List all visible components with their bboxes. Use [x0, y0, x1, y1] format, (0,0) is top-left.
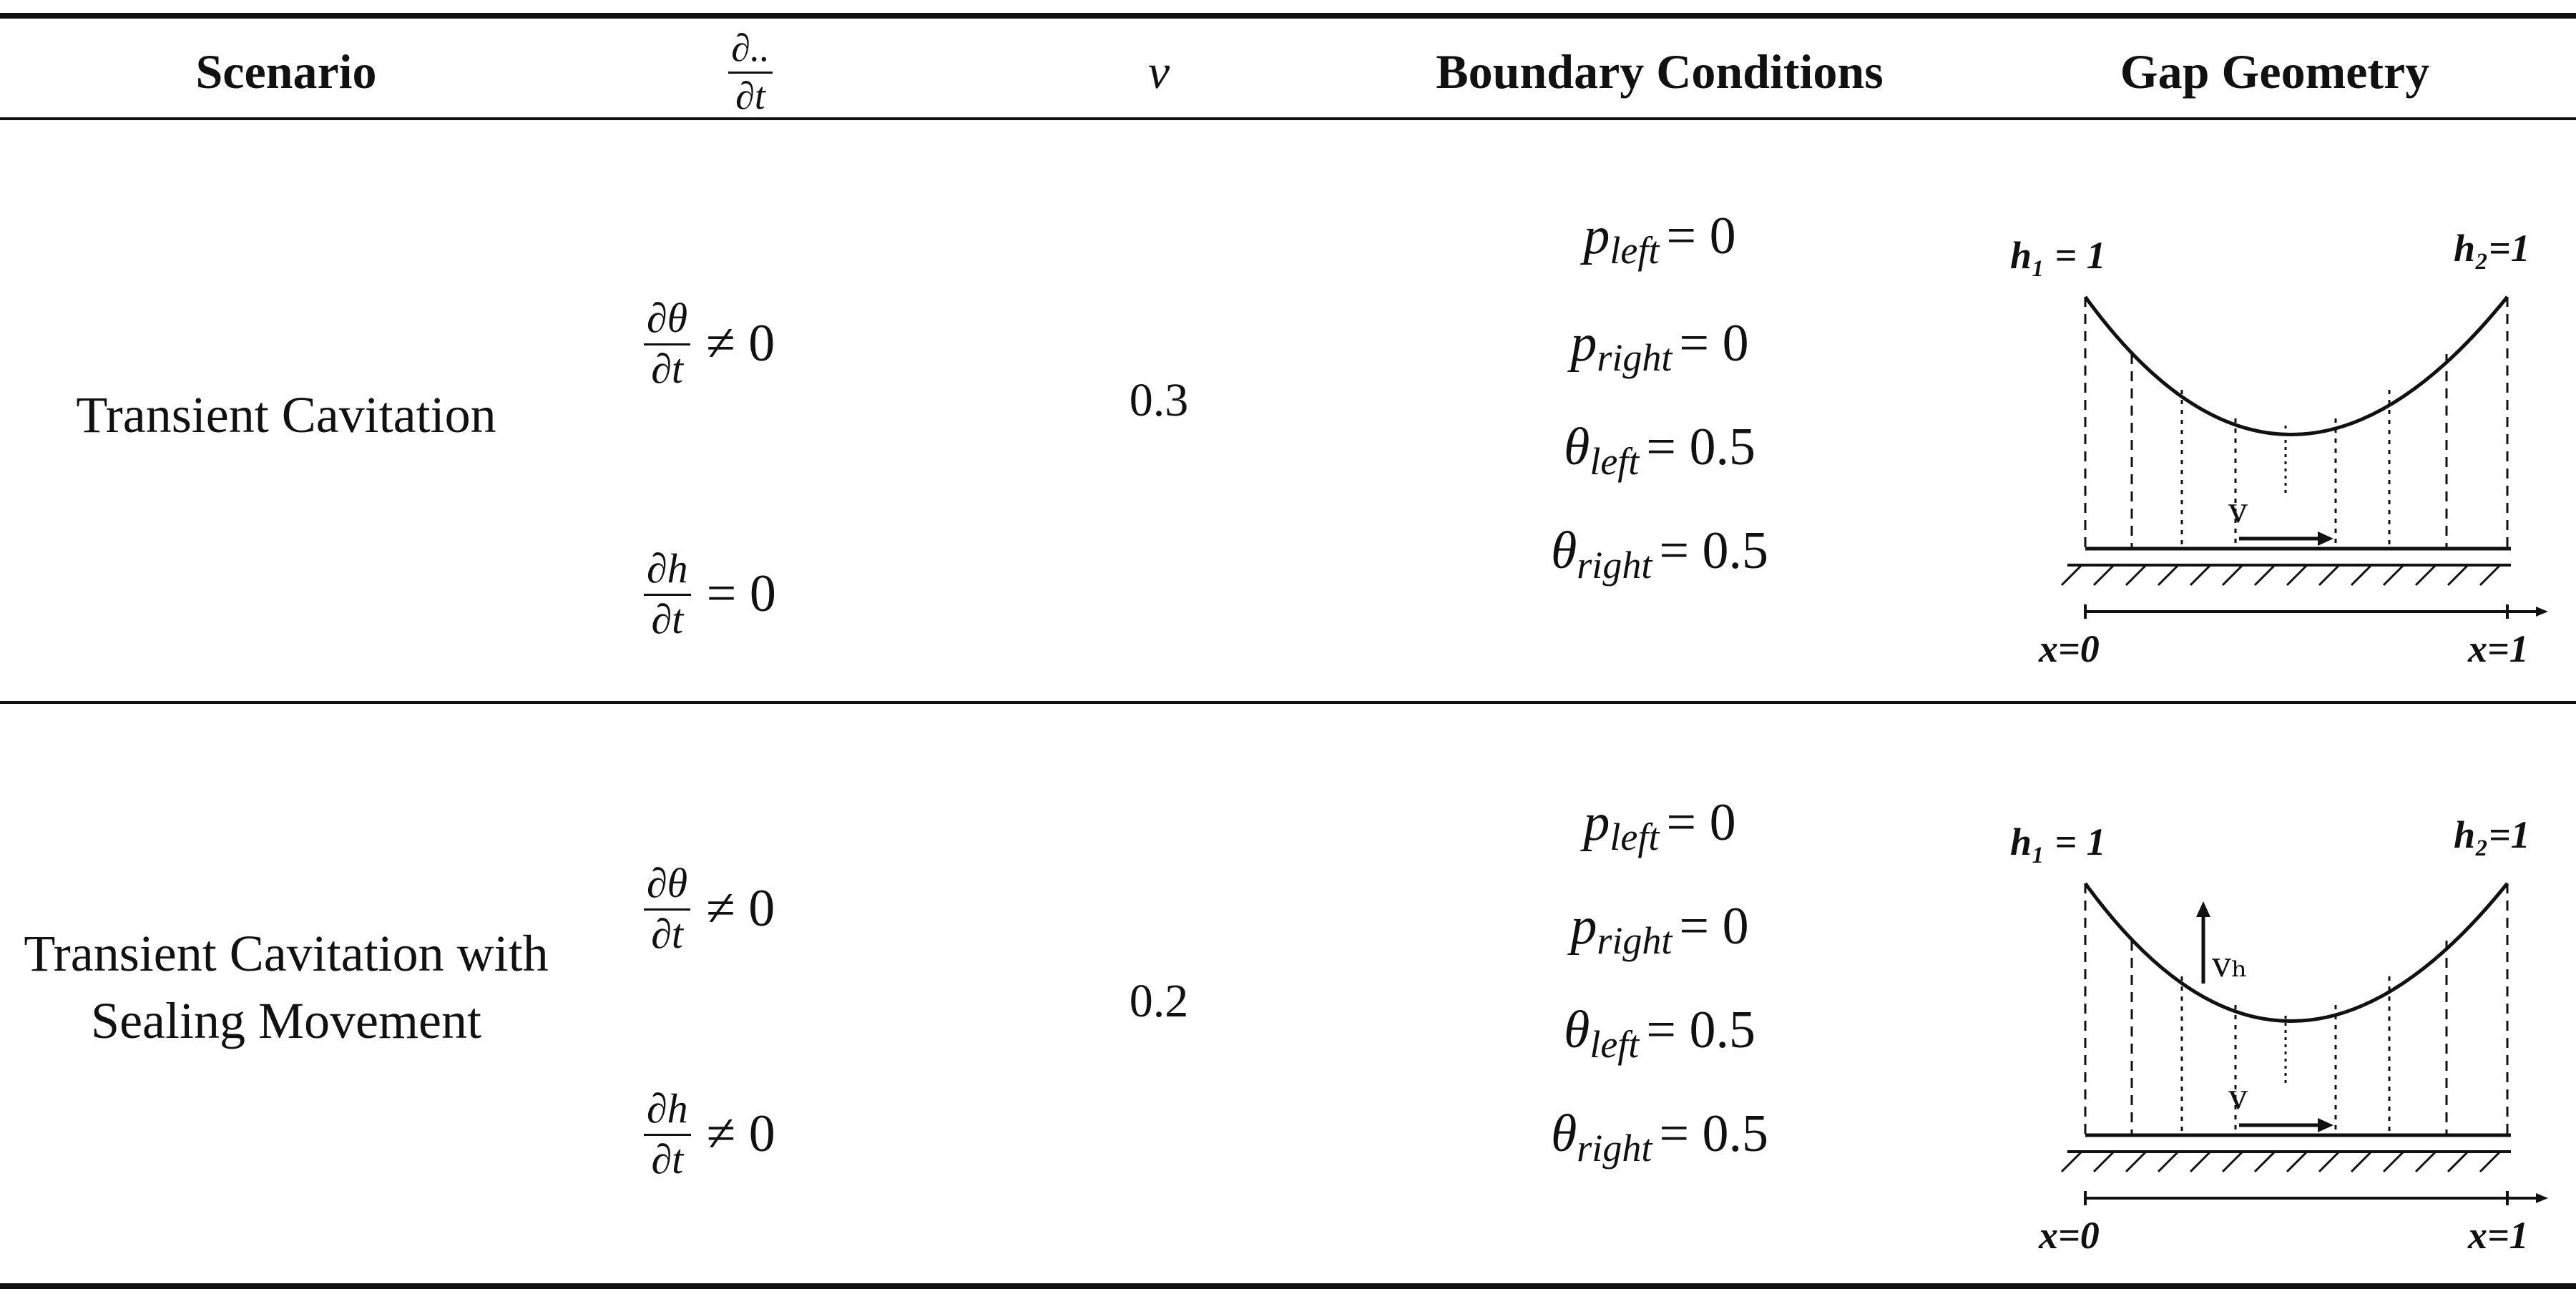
bc-symbol: θ	[1550, 521, 1577, 580]
x1-label: x=1	[2468, 1214, 2529, 1257]
bc-p-right	[1345, 300, 1974, 386]
row-dtheta-dt	[644, 294, 930, 392]
dh-fraction	[644, 1084, 691, 1182]
bc-rhs: = 0	[1666, 793, 1736, 852]
header-gap-geometry: Gap Geometry	[2120, 44, 2430, 99]
bc-subscript: left	[1590, 1023, 1640, 1066]
dtheta-numerator: ∂θ	[644, 863, 690, 911]
gap-profile-curve	[2085, 883, 2507, 1021]
velocity-arrowhead	[2318, 1118, 2333, 1132]
dh-fraction	[644, 544, 691, 642]
x1-label: x=1	[2468, 627, 2529, 670]
ground-hatching	[2062, 1152, 2500, 1172]
velocity-arrowhead	[2318, 531, 2333, 546]
bc-symbol: p	[1583, 793, 1610, 852]
gap-geometry-diagram	[1996, 215, 2568, 687]
header-scenario: Scenario	[195, 44, 377, 99]
bc-symbol: p	[1570, 313, 1597, 373]
bc-theta-left	[1345, 987, 1974, 1073]
row-dh-dt	[644, 1084, 930, 1182]
row-scenario: Transient Cavitation	[76, 386, 496, 443]
h1-label: h₁ = 1	[2010, 820, 2106, 863]
dtheta-relation: ≠ 0	[706, 313, 775, 373]
row-dtheta-dt	[644, 859, 930, 957]
bc-theta-right	[1345, 508, 1974, 594]
x0-label: x=0	[2039, 627, 2100, 670]
table-bottom-rule	[0, 1283, 2576, 1289]
x-axis-arrowhead	[2536, 1193, 2548, 1203]
bc-rhs: = 0	[1679, 896, 1749, 956]
row-velocity-value: 0.3	[1129, 374, 1189, 426]
row-dh-dt	[644, 544, 930, 642]
vh-label: vₕ	[2212, 942, 2248, 985]
bc-subscript: left	[1610, 229, 1660, 272]
dh-denominator: ∂t	[651, 595, 684, 642]
bc-rhs: = 0.5	[1659, 1104, 1769, 1163]
dtheta-relation: ≠ 0	[706, 878, 775, 938]
dh-relation: = 0	[706, 564, 776, 623]
dtheta-fraction	[644, 859, 690, 957]
header-derivative-numerator: ∂..	[728, 29, 773, 74]
bc-symbol: p	[1570, 896, 1597, 956]
dh-denominator: ∂t	[651, 1135, 684, 1182]
ground-hatching	[2062, 565, 2500, 585]
h2-label: h₂=1	[2454, 813, 2530, 856]
h1-label: h₁ = 1	[2010, 234, 2106, 277]
bc-theta-left	[1345, 404, 1974, 490]
dtheta-fraction	[644, 294, 690, 392]
table-row-divider	[0, 701, 2576, 704]
header-velocity: v	[1147, 44, 1170, 99]
bc-rhs: = 0.5	[1646, 1000, 1756, 1059]
bc-symbol: p	[1583, 206, 1610, 265]
bc-subscript: left	[1590, 440, 1640, 483]
table-header-rule	[0, 117, 2576, 120]
dh-numerator: ∂h	[644, 548, 691, 596]
bc-symbol: θ	[1550, 1104, 1577, 1163]
header-derivative-fraction	[728, 26, 773, 117]
bc-theta-right	[1345, 1091, 1974, 1177]
x0-label: x=0	[2039, 1214, 2100, 1257]
dh-numerator: ∂h	[644, 1088, 691, 1136]
x-axis-arrowhead	[2536, 607, 2548, 617]
header-derivative-denominator: ∂t	[735, 74, 765, 117]
gap-geometry-diagram	[1996, 801, 2568, 1273]
row-velocity-value: 0.2	[1129, 975, 1189, 1027]
dtheta-numerator: ∂θ	[644, 298, 690, 345]
bc-subscript: right	[1597, 336, 1673, 379]
v-label: v	[2228, 488, 2248, 531]
bc-p-left	[1345, 780, 1974, 866]
bc-p-left	[1345, 193, 1974, 279]
bc-rhs: = 0	[1679, 313, 1749, 373]
h2-label: h₂=1	[2454, 227, 2530, 270]
bc-subscript: right	[1577, 544, 1652, 587]
bc-rhs: = 0.5	[1646, 417, 1756, 476]
row-scenario: Transient Cavitation with Sealing Movement	[24, 925, 549, 1049]
bc-subscript: right	[1577, 1127, 1652, 1170]
header-boundary-conditions: Boundary Conditions	[1436, 44, 1884, 99]
bc-subscript: right	[1597, 919, 1673, 962]
bc-p-right	[1345, 883, 1974, 969]
bc-symbol: θ	[1563, 1000, 1590, 1059]
table-top-rule	[0, 13, 2576, 19]
dtheta-denominator: ∂t	[651, 910, 683, 957]
bc-subscript: left	[1610, 815, 1660, 858]
bc-rhs: = 0.5	[1659, 521, 1769, 580]
bc-symbol: θ	[1563, 417, 1590, 476]
dtheta-denominator: ∂t	[651, 345, 683, 392]
header-derivative	[615, 26, 901, 117]
dh-relation: ≠ 0	[706, 1104, 775, 1163]
gap-profile-curve	[2085, 297, 2507, 435]
v-label: v	[2228, 1074, 2248, 1117]
bc-rhs: = 0	[1666, 206, 1736, 265]
sealing-velocity-arrowhead	[2196, 901, 2210, 917]
